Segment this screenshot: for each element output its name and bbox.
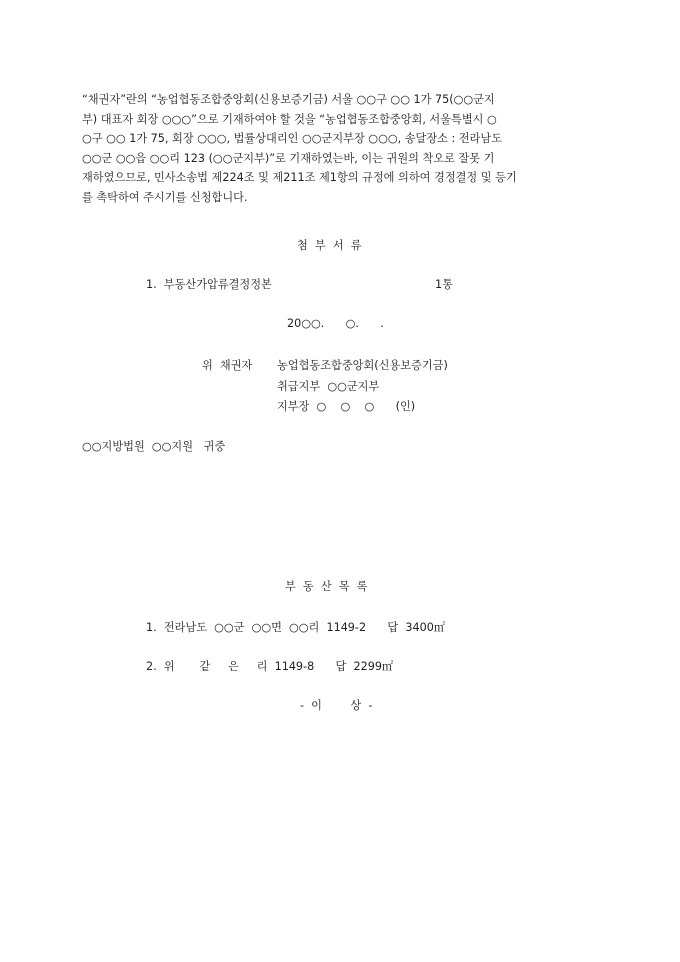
property-item: 1. 전라남도 ○○군 ○○면 ○○리 1149-2 답 3400㎡ xyxy=(146,621,445,634)
paragraph-line: 부) 대표자 회장 ○○○”으로 기재하여야 할 것을 “농업협동조합중앙회, 서울특별시 ○ xyxy=(82,112,497,126)
paragraph-line: “채권자”란의 “농업협동조합중앙회(신용보증기금) 서울 ○○구 ○○ 1가 75(○○군지 xyxy=(82,93,495,106)
date-line: 20○○. ○. . xyxy=(287,317,384,330)
applicant-role: 위 채권자 xyxy=(202,359,253,372)
paragraph-line: ○○군 ○○읍 ○○리 123 (○○군지부)”로 기재하였는바, 이는 귀원의 착오로 잘못 기 xyxy=(82,151,495,165)
court-addressee: ○○지방법원 ○○지원 귀중 xyxy=(82,440,226,453)
property-item: 2. 위 같 은 리 1149-8 답 2299㎡ xyxy=(146,660,394,673)
body-paragraph xyxy=(82,90,612,207)
paragraph-line: ○구 ○○ 1가 75, 회장 ○○○, 법률상대리인 ○○군지부장 ○○○, 송달장소 : 전라남도 xyxy=(82,132,503,145)
paragraph-line: 재하였으므로, 민사소송법 제224조 및 제211조 제1항의 규정에 의하여 경정결정 및 등기 xyxy=(82,171,517,184)
paragraph-line: 를 촉탁하여 주시기를 신청합니다. xyxy=(82,190,248,204)
attachments-heading: 첨 부 서 류 xyxy=(297,239,362,252)
attachment-item-count: 1통 xyxy=(435,278,453,291)
applicant-name: 농업협동조합중앙회(신용보증기금) xyxy=(277,359,448,372)
property-list-heading: 부 동 산 목 록 xyxy=(285,580,368,593)
applicant-branch: 취급지부 ○○군지부 xyxy=(277,380,380,393)
attachment-item-label: 1. 부동산가압류결정정본 xyxy=(146,278,272,291)
applicant-head: 지부장 ○ ○ ○ (인) xyxy=(277,400,416,413)
closing-mark: - 이 상 - xyxy=(300,699,373,712)
